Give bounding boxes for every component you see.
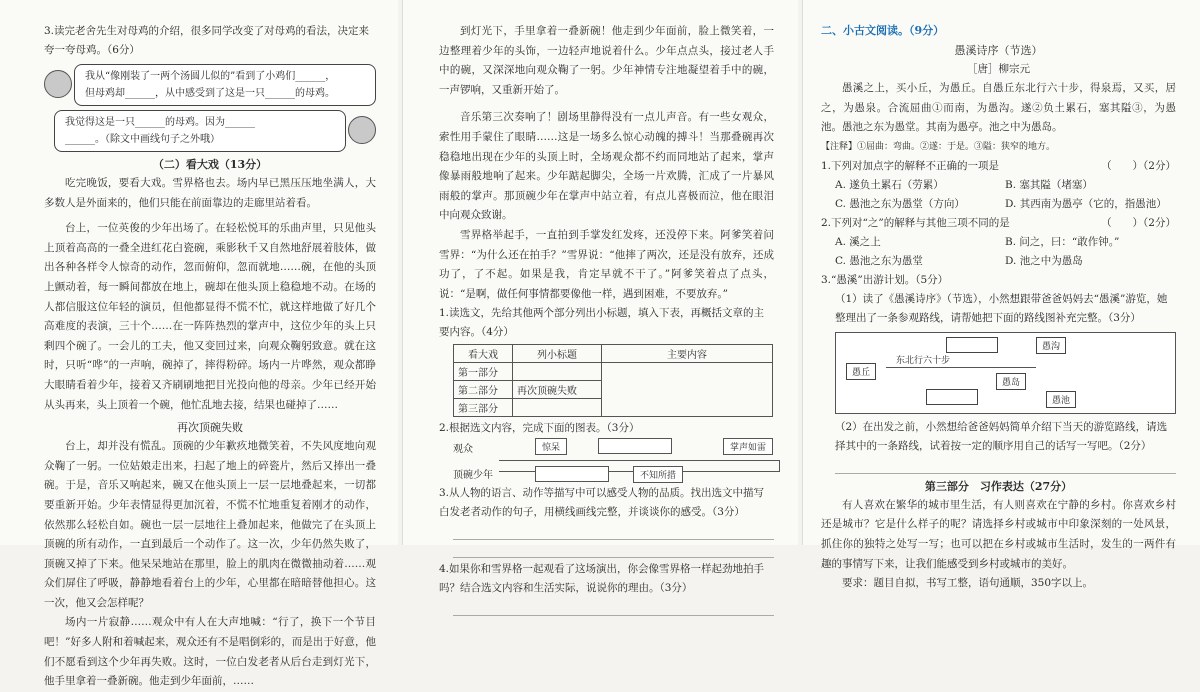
answer-cell[interactable]	[513, 399, 602, 417]
subtitle: 再次顶碗失败	[177, 421, 243, 435]
poem-author: ［唐］柳宗元	[967, 63, 1030, 75]
question-1: 1.下列对加点字的解释不正确的一项是	[821, 159, 1000, 172]
map-answer-box[interactable]	[946, 337, 998, 353]
bubble-2-wrap	[54, 110, 346, 152]
paragraph-4: 场内一片寂静……观众中有人在大声地喊：“行了，换下一个节目吧！”好多人附和着喊起来，观众还有不是唱倒彩的，而是出于好意，他们不愿看到这个少年再失败。这时，一位白发老者从后台走到灯光下，他手里拿着一叠新碗。他走到少年面前，……	[44, 616, 376, 688]
answer-line[interactable]	[453, 524, 774, 540]
flow-chart	[453, 438, 774, 484]
bubble-1-wrap	[74, 64, 376, 106]
option[interactable]: D. 池之中为愚岛	[1005, 254, 1083, 267]
answer-line[interactable]	[835, 458, 1176, 474]
chart-answer-box-1[interactable]	[598, 438, 672, 454]
option[interactable]: B. 问之，曰：“敢作钟。”	[1005, 235, 1120, 248]
map-label-yuqiu: 愚丘	[846, 363, 876, 380]
map-path-line	[886, 367, 1036, 368]
chart-box-1: 惊呆	[535, 438, 567, 455]
paragraph-6: 音乐第三次奏响了！剧场里静得没有一点儿声音。有一些女观众，索性用手蒙住了眼睛……这是一场多么惊心动魄的搏斗！当那叠碗再次稳稳地出现在少年的头顶上时，全场观众都不约而同地站了起来，掌声像暴雨般地响了起来。少年踮起脚尖，全场一片欢腾，汇成了一片暴风雨般的掌声。那顶碗少年在掌声中站立着，有点儿喜极而泣，他在眼泪中向观众致谢。	[439, 111, 774, 222]
question-1-row	[821, 157, 1176, 176]
map-label-yuchi: 愚池	[1046, 391, 1076, 408]
table-cell: 第三部分	[454, 399, 513, 417]
poem-title: 愚溪诗序（节选）	[954, 44, 1043, 57]
bubble-2-line-1: 我觉得这是一只______的母鸡。因为______	[65, 117, 255, 128]
table-header: 看大戏	[454, 345, 513, 363]
section-title: （二）看大戏（13分）	[152, 158, 268, 171]
option[interactable]: A. 遂负土累石（劳累）	[835, 178, 944, 191]
option[interactable]: C. 愚池之东为愚堂（方向）	[835, 197, 965, 210]
chart-answer-box-2[interactable]	[535, 466, 609, 482]
paragraph-2: 台上，一位英俊的少年出场了。在轻松悦耳的乐曲声里，只见他头上顶着高高的一叠全进红花白瓷碗，乘影秋千又自然地舒展着肢体，做出各种各样令人惊奇的动作，忽而俯仰，忽而就地……碗，在他的头顶上颤动着，每一瞬间都放在地上，碗却在他头顶上稳稳地不动。在场的人都信服这位年轻的演员，但他都显得不慌不忙，就这样地做了好几个高难度的表演，三十个……在一阵阵热烈的掌声中，这位少年的头上只剩四个碗了。一会儿的工夫，他又变回过来，向观众鞠躬致意。就在这时，只听“哗”的一声响，碗掉了，摔得粉碎。场内一片哗然，观众都睁大眼睛看着少年，接着又齐刷刷地把目光投向他的母亲。少年已经开始从头再来，头上顶着一个碗，他忙乱地去接，结果也碰掉了……	[44, 222, 376, 411]
map-direction-label: 东北行六十步	[896, 355, 951, 366]
column-middle	[402, 0, 798, 595]
bubble-1-line-2: 但母鸡却______，从中感受到了这是一只______的母鸡。	[85, 88, 335, 99]
question-3: 3.读完老舍先生对母鸡的介绍，很多同学改变了对母鸡的看法，决定来夸一夸母鸡。（6分）	[44, 25, 370, 56]
question-3: 3.“愚溪”出游计划。（5分）	[821, 273, 949, 286]
summary-answer-cell[interactable]	[602, 363, 773, 417]
map-answer-box[interactable]	[926, 389, 978, 405]
section-heading: 二、小古文阅读。（9分）	[821, 24, 945, 37]
question-3: 3.从人物的语言、动作等描写中可以感受人物的品质。找出选文中描写白发老者动作的句子，用横线画线完整，并谈谈你的感受。（3分）	[439, 487, 765, 519]
answer-line[interactable]	[453, 542, 774, 558]
question-4: 4.如果你和雪界格一起观看了这场演出，你会像雪界格一样起劲地拍手吗？结合选文内容和生活实际，说说你的理由。（3分）	[439, 563, 765, 595]
question-2-score: （ ）（2分）	[1101, 216, 1176, 229]
cartoon-face-icon	[44, 70, 72, 98]
paragraph-5: 到灯光下，手里拿着一叠新碗！他走到少年面前，脸上微笑着，一边整理着少年的头饰，一边轻声地说着什么。少年点点头，接过老人手中的碗，又深深地向观众鞠了一躬。少年神情专注地凝望着手中的碗，一声锣响，又重新开始了。	[439, 25, 774, 96]
table-cell: 再次顶碗失败	[513, 381, 602, 399]
table-cell: 第二部分	[454, 381, 513, 399]
chart-box-3: 掌声如雷	[723, 438, 773, 455]
chart-label-audience: 观众	[453, 444, 473, 456]
map-label-yugou: 愚沟	[1036, 337, 1066, 354]
cartoon-face-icon	[348, 116, 376, 144]
outline-table	[453, 344, 773, 417]
question-3-1: （1）读了《愚溪诗序》（节选），小然想跟带爸爸妈妈去“愚溪”游览，她整理出了一条参观路线，请帮她把下面的路线图补充完整。（3分）	[835, 292, 1168, 324]
speech-bubble-2	[54, 110, 346, 152]
question-3-2: （2）在出发之前，小然想给爸爸妈妈简单介绍下当天的游览路线，请选择其中的一条路线，试着按一定的顺序用自己的话写一写吧。（2分）	[835, 420, 1168, 452]
options-row	[821, 252, 1176, 271]
classical-text: 愚溪之上，买小丘，为愚丘。自愚丘东北行六十步，得泉焉，又买，居之，为愚泉。合流屈曲①而南，为愚沟。遂②负土累石，塞其隘③，为愚池。愚池之东为愚堂。其南为愚亭。池之中为愚岛。	[821, 82, 1176, 134]
chart-box-2: 不知所措	[633, 466, 683, 483]
option[interactable]: B. 塞其隘（堵塞）	[1005, 178, 1093, 191]
bubble-1-line-1: 我从“像刚装了一两个汤圆儿似的”看到了小鸡们______，	[85, 71, 336, 82]
route-map	[835, 332, 1176, 414]
paragraph-3: 台上，却并没有慌乱。顶碗的少年歉疚地微笑着，不失风度地向观众鞠了一躬。一位姑娘走出来，扫起了地上的碎瓷片，然后又捧出一叠碗。于是，音乐又响起来，碗又在他头顶上一层一层地叠起来，一切都要重新开始。少年表情显得更加沉着，不慌不忙地重复着刚才的动作，依然那么轻松自如。碗也一层一层地往上叠加起来，他做完了在头顶上顶碗的所有动作，一直到最后一个动作了。这一次，少年仍然失败了，顶碗又掉了下来。他呆呆地站在那里，脸上的肌肉在微微抽动着……观众们屏住了呼吸，静静地看着台上的少年，心里都在暗暗替他担心。这一次，他又会怎样呢？	[44, 440, 376, 609]
annotation: 【注释】①屈曲：弯曲。②遂：于是。③隘：狭窄的地方。	[821, 141, 1056, 152]
option[interactable]: D. 其西南为愚亭（它的，指愚池）	[1005, 197, 1167, 210]
paragraph-7: 雪界格举起手，一直拍到手掌发红发疼，还没停下来。阿爹笑着问雪界：“为什么还在拍手？”雪界说：“他摔了两次，还是没有放弃，还成功了，了不起。如果是我，肯定早就不干了。”阿爹笑着点了点头，说：“是啊，做任何事情都要像他一样，遇到困难，不要放弃。”	[439, 228, 774, 300]
answer-cell[interactable]	[513, 363, 602, 381]
column-left	[0, 0, 398, 688]
options-row	[821, 195, 1176, 214]
options-row	[821, 176, 1176, 195]
question-1: 1.读选文，先给其他两个部分列出小标题，填入下表，再概括文章的主要内容。（4分）	[439, 307, 765, 339]
answer-line[interactable]	[453, 600, 774, 616]
essay-prompt: 有人喜欢在繁华的城市里生活，有人则喜欢在宁静的乡村。你喜欢乡村还是城市？它是什么样子的呢？请选择乡村或城市中印象深刻的一处风景，抓住你的独特之处写一写；也可以把在乡村或城市生活时，发生的一两件有趣的事情写下来，让我们能感受到乡村或城市的美好。	[821, 498, 1176, 570]
column-right	[802, 0, 1200, 590]
question-1-score: （ ）（2分）	[1101, 159, 1176, 172]
table-header-row	[454, 345, 773, 363]
option[interactable]: C. 愚池之东为愚堂	[835, 254, 923, 267]
table-row	[454, 363, 773, 381]
part-3-title: 第三部分 习作表达（27分）	[924, 479, 1073, 493]
map-label-yudao: 愚岛	[996, 373, 1026, 390]
table-header: 主要内容	[602, 345, 773, 363]
bubble-2-line-2: ______。（除文中画线句子之外哦）	[65, 134, 220, 145]
question-2: 2.根据选文内容，完成下面的图表。（3分）	[439, 422, 640, 435]
chart-label-boy: 顶碗少年	[453, 470, 493, 482]
paragraph-1: 吃完晚饭，要看大戏。雪界格也去。场内早已黑压压地坐满人，大多数人是外面来的，他们只能在前面靠边的走廊里站着看。	[44, 177, 376, 209]
speech-bubble-1	[74, 64, 376, 106]
essay-requirement: 要求：题目自拟，书写工整，语句通顺，350字以上。	[842, 577, 1094, 590]
table-header: 列小标题	[513, 345, 602, 363]
options-row	[821, 233, 1176, 252]
question-2-row	[821, 214, 1176, 233]
question-2: 2.下列对“之”的解释与其他三项不同的是	[821, 216, 1010, 229]
option[interactable]: A. 溪之上	[835, 235, 881, 248]
table-cell: 第一部分	[454, 363, 513, 381]
